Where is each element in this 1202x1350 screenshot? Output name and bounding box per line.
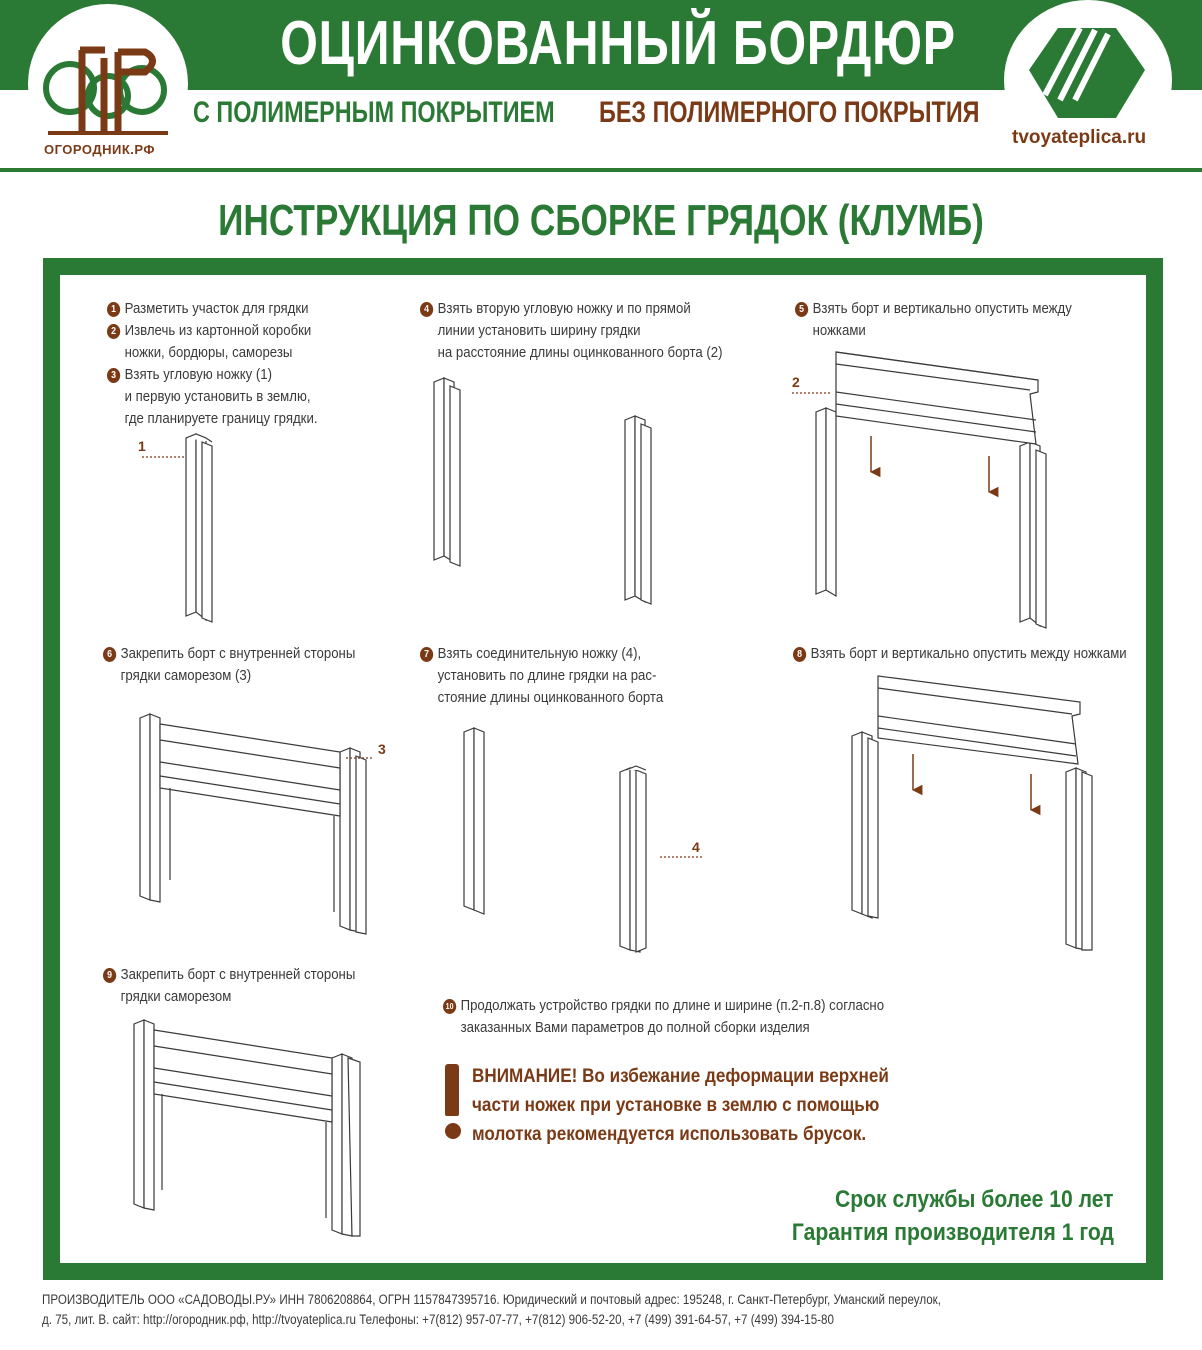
step-1-number: 1 <box>107 302 120 317</box>
step-5-number: 5 <box>795 302 808 317</box>
corner-leg-step4-a <box>434 378 460 566</box>
step-4-line: Взять вторую угловую ножку и по прямой <box>437 300 691 317</box>
connecting-leg-step7-a <box>464 728 484 914</box>
step-10-line: заказанных Вами параметров до полной сборки изделия <box>460 1019 810 1036</box>
subtitle-polymer: С ПОЛИМЕРНЫМ ПОКРЫТИЕМ <box>193 96 555 129</box>
service-life: Срок службы более 10 лет <box>835 1186 1114 1213</box>
step-7-number: 7 <box>420 647 433 662</box>
step-2-line: Извлечь из картонной коробки <box>124 322 312 339</box>
step-9-line: Закрепить борт с внутренней стороны <box>120 966 356 983</box>
connecting-leg-step7-b <box>620 766 646 952</box>
label-board: 2 <box>792 374 800 390</box>
warning-exclamation-dot <box>445 1123 461 1139</box>
step-3-line: где планируете границу грядки. <box>124 410 318 427</box>
step-4-line: линии установить ширину грядки <box>437 322 641 339</box>
subtitle-no-polymer: БЕЗ ПОЛИМЕРНОГО ПОКРЫТИЯ <box>599 96 980 129</box>
corner-leg-step3 <box>186 434 212 622</box>
step-7-line: стояние длины оцинкованного борта <box>437 689 664 706</box>
step-8-number: 8 <box>793 647 806 662</box>
board-fixed-step6 <box>140 714 366 934</box>
warning-line: части ножек при установке в землю с помощью <box>472 1095 880 1116</box>
footer-line-1: ПРОИЗВОДИТЕЛЬ ООО «САДОВОДЫ.РУ» ИНН 7806208864, ОГРН 1157847395716. Юридический и почтовый адрес: 195248, г. Санкт-Петербург, Уманский переулок, <box>42 1292 941 1307</box>
step-9-number: 9 <box>103 968 116 983</box>
step-1-line: Разметить участок для грядки <box>124 300 309 317</box>
step-4-number: 4 <box>420 302 433 317</box>
step-3-number: 3 <box>107 368 120 383</box>
warning-line: ВНИМАНИЕ! Во избежание деформации верхней <box>472 1066 889 1087</box>
step-3-line: и первую установить в землю, <box>124 388 311 405</box>
step-3-line: Взять угловую ножку (1) <box>124 366 273 383</box>
step-10-number: 10 <box>443 999 456 1014</box>
warning-exclamation-icon <box>445 1064 459 1116</box>
step-8-line: Взять борт и вертикально опустить между ножками <box>810 645 1127 662</box>
step-7-line: установить по длине грядки на рас- <box>437 667 657 684</box>
step-6-line: грядки саморезом (3) <box>120 667 252 684</box>
label-corner-leg: 1 <box>138 438 146 454</box>
step-4-line: на расстояние длины оцинкованного борта (2) <box>437 344 723 361</box>
step-9-line: грядки саморезом <box>120 988 232 1005</box>
board-assembly-step8 <box>852 676 1092 950</box>
step-10-line: Продолжать устройство грядки по длине и ширине (п.2-п.8) согласно <box>460 997 885 1014</box>
warning-line: молотка рекомендуется использовать брусок. <box>472 1124 867 1145</box>
step-5-line: ножками <box>812 322 866 339</box>
board-assembly-step5 <box>816 352 1046 628</box>
logo-left-caption: ОГОРОДНИК.РФ <box>44 142 155 157</box>
step-5-line: Взять борт и вертикально опустить между <box>812 300 1072 317</box>
corner-leg-step4-b <box>625 416 651 604</box>
warning-text <box>472 1062 889 1149</box>
instruction-title: ИНСТРУКЦИЯ ПО СБОРКЕ ГРЯДОК (КЛУМБ) <box>218 196 984 245</box>
main-title: ОЦИНКОВАННЫЙ БОРДЮР <box>280 9 956 78</box>
warranty: Гарантия производителя 1 год <box>792 1219 1114 1246</box>
label-screw: 3 <box>378 741 386 757</box>
step-2-line: ножки, бордюры, саморезы <box>124 344 293 361</box>
logo-right-caption: tvoyateplica.ru <box>1012 127 1147 148</box>
step-7-line: Взять соединительную ножку (4), <box>437 645 642 662</box>
step-2-number: 2 <box>107 324 120 339</box>
step-6-number: 6 <box>103 647 116 662</box>
label-connecting-leg: 4 <box>692 839 700 855</box>
step-6-line: Закрепить борт с внутренней стороны <box>120 645 356 662</box>
footer-line-2: д. 75, лит. В. сайт: http://огородник.рф, http://tvoyateplica.ru Телефоны: +7(812) 957-07-77, +7(812) 906-52-20, +7 (499) 391-64-57, +7 (499) 394-15-80 <box>42 1312 834 1327</box>
board-fixed-step9 <box>134 1020 360 1236</box>
